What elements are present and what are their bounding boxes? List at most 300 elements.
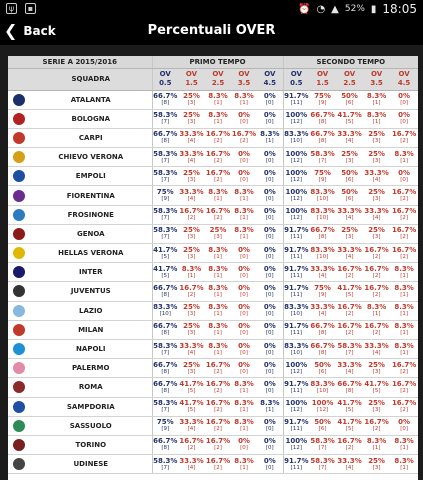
over-cell [363, 148, 390, 167]
over-percent: 100% [285, 360, 308, 369]
over-percent: 25% [183, 245, 200, 254]
team-name: TORINO [30, 435, 152, 454]
match-count: [3] [187, 253, 196, 260]
over-cell [390, 186, 418, 205]
over-cell [309, 186, 336, 205]
match-count: [8] [345, 387, 354, 394]
over-column-header [231, 68, 257, 90]
over-cell [152, 244, 178, 263]
match-count: [8] [161, 387, 170, 394]
match-count: [9] [161, 426, 170, 433]
over-percent: 33.3% [337, 130, 362, 139]
over-percent: 83.3% [310, 379, 335, 388]
match-count: [3] [187, 176, 196, 183]
over-percent: 8.3% [394, 322, 414, 331]
match-count: [1] [400, 311, 408, 318]
match-count: [0] [265, 445, 274, 452]
over-cell [178, 224, 205, 243]
over-percent: 8.3% [394, 264, 414, 273]
match-count: [8] [161, 445, 170, 452]
match-count: [5] [345, 407, 354, 414]
table-row[interactable] [8, 320, 418, 339]
match-count: [2] [214, 138, 222, 145]
over-cell [390, 359, 418, 378]
first-half-header: PRIMO TEMPO [152, 56, 283, 68]
table-row[interactable] [8, 128, 418, 147]
over-percent: 8.3% [208, 322, 228, 331]
over-percent: 83.3% [310, 207, 335, 216]
over-percent: 8.3% [234, 207, 254, 216]
chevron-left-icon: ❮ [4, 21, 18, 40]
over-label: OV [370, 70, 383, 78]
match-count: [6] [345, 100, 354, 107]
over-cell [336, 224, 363, 243]
match-count: [2] [214, 445, 222, 452]
over-percent: 33.3% [310, 303, 335, 312]
over-percent: 58.3% [153, 226, 178, 235]
over-percent: 58.3% [153, 456, 178, 465]
table-row[interactable] [8, 244, 418, 263]
table-row[interactable] [8, 339, 418, 358]
over-label: OV [316, 70, 329, 78]
match-count: [2] [345, 311, 354, 318]
match-count: [3] [345, 157, 354, 164]
over-label: OV [185, 70, 198, 78]
over-percent: 58.3% [153, 168, 178, 177]
match-count: [6] [318, 426, 327, 433]
match-count: [1] [265, 138, 274, 145]
team-name: FIORENTINA [30, 186, 152, 205]
team-name: JUVENTUS [30, 282, 152, 301]
match-count: [2] [187, 215, 196, 222]
over-cell [390, 128, 418, 147]
team-logo-icon [13, 381, 25, 393]
team-logo-cell [8, 224, 30, 243]
team-logo-icon [13, 324, 25, 336]
over-cell [336, 186, 363, 205]
over-percent: 0% [263, 207, 276, 216]
over-percent: 41.7% [337, 418, 362, 427]
over-cell [205, 128, 231, 147]
over-cell [363, 186, 390, 205]
over-cell [205, 397, 231, 416]
over-percent: 0% [398, 418, 411, 427]
team-logo-cell [8, 109, 30, 128]
team-logo-cell [8, 148, 30, 167]
match-count: [1] [400, 291, 408, 298]
over-cell [205, 109, 231, 128]
usb-icon: ψ [6, 3, 17, 14]
match-count: [10] [316, 196, 329, 203]
table-row[interactable] [8, 263, 418, 282]
team-logo-icon [13, 247, 25, 259]
table-row[interactable] [8, 109, 418, 128]
match-count: [4] [187, 157, 196, 164]
match-count: [7] [161, 215, 170, 222]
team-name: ATALANTA [30, 90, 152, 109]
over-percent: 0% [263, 322, 276, 331]
team-logo-cell [8, 435, 30, 454]
over-cell [336, 435, 363, 454]
over-cell [178, 90, 205, 109]
over-percent: 100% [285, 188, 308, 197]
over-cell [205, 359, 231, 378]
over-cell [152, 378, 178, 397]
team-name: EMPOLI [30, 167, 152, 186]
over-percent: 8.3% [366, 437, 387, 446]
match-count: [2] [400, 368, 408, 375]
over-cell [178, 301, 205, 320]
over-cell [231, 167, 257, 186]
over-cell [390, 90, 418, 109]
over-cell [336, 455, 363, 474]
table-row[interactable] [8, 90, 418, 109]
match-count: [2] [400, 196, 408, 203]
over-cell [152, 455, 178, 474]
over-cell [363, 263, 390, 282]
match-count: [4] [187, 349, 196, 356]
over-percent: 41.7% [179, 379, 204, 388]
over-percent: 8.3% [208, 303, 228, 312]
over-cell [309, 224, 336, 243]
match-count: [1] [214, 100, 222, 107]
over-percent: 25% [183, 303, 200, 312]
over-cell [152, 397, 178, 416]
over-cell [283, 320, 309, 339]
over-cell [205, 282, 231, 301]
match-count: [2] [214, 176, 222, 183]
over-percent: 91.7% [284, 92, 309, 101]
table-row[interactable] [8, 416, 418, 435]
match-count: [2] [187, 291, 196, 298]
over-percent: 33.3% [310, 264, 335, 273]
match-count: [0] [240, 176, 248, 183]
match-count: [0] [265, 253, 274, 260]
match-count: [2] [400, 253, 408, 260]
match-count: [0] [240, 368, 248, 375]
team-logo-icon [13, 439, 25, 451]
over-percent: 25% [341, 226, 358, 235]
match-count: [0] [265, 272, 274, 279]
over-percent: 25% [183, 111, 200, 120]
match-count: [0] [240, 311, 248, 318]
over-cell [309, 205, 336, 224]
over-percent: 16.7% [391, 130, 417, 139]
over-cell [257, 435, 283, 454]
over-percent: 66.7% [337, 379, 362, 388]
match-count: [6] [345, 176, 354, 183]
team-logo-cell [8, 244, 30, 263]
match-count: [0] [240, 253, 248, 260]
over-cell [257, 186, 283, 205]
table-row[interactable] [8, 186, 418, 205]
over-percent: 8.3% [208, 188, 228, 197]
over-percent: 58.3% [310, 149, 335, 158]
over-percent: 0% [238, 303, 250, 312]
match-count: [1] [214, 349, 222, 356]
over-percent: 58.3% [153, 149, 178, 158]
match-count: [0] [265, 291, 274, 298]
over-percent: 83.3% [284, 130, 309, 139]
match-count: [1] [214, 253, 222, 260]
over-cell [257, 167, 283, 186]
over-percent: 16.7% [179, 283, 204, 292]
team-name: ROMA [30, 378, 152, 397]
over-cell [363, 205, 390, 224]
over-label: OV [398, 70, 410, 78]
over-cell [309, 339, 336, 358]
over-percent: 0% [238, 245, 250, 254]
over-cell [178, 128, 205, 147]
over-cell [363, 128, 390, 147]
over-percent: 100% [285, 111, 308, 120]
over-cell [257, 397, 283, 416]
team-name: INTER [30, 263, 152, 282]
match-count: [4] [372, 349, 381, 356]
battery-level: 52% [344, 4, 365, 14]
match-count: [3] [372, 196, 381, 203]
match-count: [5] [161, 253, 170, 260]
over-cell [231, 186, 257, 205]
match-count: [0] [265, 196, 274, 203]
over-cell [205, 301, 231, 320]
table-row[interactable] [8, 359, 418, 378]
table-row[interactable] [8, 455, 418, 474]
over-cell [336, 90, 363, 109]
over-cell [178, 359, 205, 378]
over-percent: 0% [238, 149, 250, 158]
over-percent: 91.7% [284, 379, 309, 388]
table-row[interactable] [8, 301, 418, 320]
table-row[interactable] [8, 435, 418, 454]
over-percent: 0% [238, 264, 250, 273]
over-cell [257, 109, 283, 128]
match-count: [7] [318, 157, 327, 164]
over-percent: 41.7% [337, 399, 362, 408]
over-percent: 75% [314, 283, 331, 292]
over-percent: 75% [314, 168, 331, 177]
over-percent: 66.7% [153, 283, 178, 292]
over-cell [231, 128, 257, 147]
over-percent: 75% [156, 418, 174, 427]
over-cell [336, 359, 363, 378]
over-percent: 91.7% [284, 418, 309, 427]
over-percent: 50% [341, 168, 358, 177]
back-label: Back [23, 24, 56, 38]
match-count: [4] [187, 138, 196, 145]
match-count: [8] [318, 138, 327, 145]
team-logo-cell [8, 263, 30, 282]
season-header: SERIE A 2015/2016 [8, 56, 152, 68]
match-count: [3] [372, 464, 381, 471]
over-percent: 16.7% [205, 437, 231, 446]
battery-icon: ▮ [370, 3, 377, 15]
match-count: [2] [214, 464, 222, 471]
match-count: [5] [187, 387, 196, 394]
match-count: [5] [161, 272, 170, 279]
over-column-header [336, 68, 363, 90]
match-count: [2] [372, 330, 381, 337]
over-cell [205, 263, 231, 282]
over-threshold: 4.5 [397, 79, 411, 87]
over-percent: 25% [183, 92, 200, 101]
over-percent: 8.3% [234, 418, 254, 427]
match-count: [6] [318, 368, 327, 375]
over-percent: 0% [263, 456, 276, 465]
over-cell [152, 339, 178, 358]
over-percent: 91.7% [284, 322, 309, 331]
over-cell [363, 301, 390, 320]
over-cell [231, 282, 257, 301]
over-cell [257, 205, 283, 224]
match-count: [0] [400, 119, 408, 126]
over-cell [152, 148, 178, 167]
match-count: [3] [372, 407, 381, 414]
over-threshold: 4.5 [263, 79, 276, 87]
match-count: [2] [400, 387, 408, 394]
over-cell [283, 263, 309, 282]
over-percent: 58.3% [310, 437, 335, 446]
over-percent: 8.3% [234, 92, 254, 101]
match-count: [4] [345, 368, 354, 375]
over-cell [152, 263, 178, 282]
over-percent: 100% [311, 399, 334, 408]
over-cell [390, 263, 418, 282]
over-cell [205, 339, 231, 358]
over-cell [390, 109, 418, 128]
table-row[interactable] [8, 397, 418, 416]
over-cell [205, 435, 231, 454]
over-cell [283, 167, 309, 186]
over-cell [178, 397, 205, 416]
over-cell [309, 416, 336, 435]
over-cell [231, 359, 257, 378]
match-count: [3] [187, 311, 196, 318]
over-percent: 16.7% [391, 379, 417, 388]
over-cell [152, 301, 178, 320]
over-percent: 16.7% [179, 207, 204, 216]
over-percent: 50% [341, 188, 358, 197]
match-count: [3] [372, 234, 381, 241]
over-percent: 0% [238, 341, 250, 350]
match-count: [4] [318, 311, 327, 318]
table-row[interactable] [8, 148, 418, 167]
over-percent: 8.3% [394, 437, 414, 446]
match-count: [10] [159, 311, 171, 318]
table-row[interactable] [8, 224, 418, 243]
over-percent: 25% [183, 322, 200, 331]
match-count: [1] [372, 445, 381, 452]
over-percent: 8.3% [394, 341, 414, 350]
match-count: [1] [240, 196, 248, 203]
match-count: [3] [372, 368, 381, 375]
match-count: [5] [372, 387, 381, 394]
over-percent: 66.7% [310, 111, 335, 120]
over-cell [231, 378, 257, 397]
over-percent: 50% [314, 360, 331, 369]
over-cell [178, 244, 205, 263]
over-percent: 8.3% [234, 226, 254, 235]
over-cell [205, 416, 231, 435]
over-cell [390, 455, 418, 474]
match-count: [10] [290, 349, 302, 356]
team-logo-cell [8, 205, 30, 224]
over-percent: 91.7% [284, 226, 309, 235]
over-cell [390, 148, 418, 167]
over-cell [205, 244, 231, 263]
over-percent: 0% [238, 322, 250, 331]
team-logo-cell [8, 378, 30, 397]
team-logo-cell [8, 320, 30, 339]
over-percent: 58.3% [337, 341, 362, 350]
match-count: [7] [161, 349, 170, 356]
over-percent: 0% [398, 168, 411, 177]
over-percent: 33.3% [337, 207, 362, 216]
over-percent: 8.3% [394, 303, 414, 312]
over-percent: 25% [341, 149, 358, 158]
over-cell [309, 167, 336, 186]
match-count: [5] [345, 119, 354, 126]
over-percent: 66.7% [153, 130, 178, 139]
over-percent: 33.3% [179, 149, 204, 158]
over-percent: 75% [314, 92, 331, 101]
over-percent: 8.3% [234, 456, 254, 465]
team-logo-icon [13, 228, 25, 240]
over-table [8, 56, 418, 474]
table-row[interactable] [8, 378, 418, 397]
over-percent: 8.3% [208, 92, 228, 101]
over-percent: 16.7% [205, 379, 231, 388]
over-cell [152, 416, 178, 435]
over-percent: 16.7% [391, 399, 417, 408]
over-cell [257, 455, 283, 474]
team-name: GENOA [30, 224, 152, 243]
match-count: [0] [240, 349, 248, 356]
match-count: [11] [290, 253, 302, 260]
over-cell [152, 90, 178, 109]
match-count: [9] [161, 196, 170, 203]
over-cell [178, 109, 205, 128]
over-cell [390, 378, 418, 397]
over-threshold: 1.5 [185, 79, 198, 87]
team-logo-icon [13, 305, 25, 317]
team-logo-cell [8, 282, 30, 301]
team-logo-cell [8, 167, 30, 186]
over-column-header [205, 68, 231, 90]
over-percent: 25% [368, 456, 385, 465]
alarm-icon: ⏰ [297, 3, 311, 15]
table-row[interactable] [8, 282, 418, 301]
match-count: [2] [345, 445, 354, 452]
signal-icon: ▲ [331, 3, 339, 15]
over-percent: 58.3% [153, 341, 178, 350]
over-cell [363, 90, 390, 109]
table-row[interactable] [8, 205, 418, 224]
match-count: [8] [161, 100, 170, 107]
match-count: [3] [187, 368, 196, 375]
over-percent: 66.7% [310, 341, 335, 350]
match-count: [3] [372, 138, 381, 145]
over-percent: 16.7% [337, 322, 362, 331]
table-row[interactable] [8, 167, 418, 186]
image-icon: ▪ [25, 3, 36, 14]
over-percent: 0% [263, 283, 276, 292]
over-percent: 100% [285, 207, 308, 216]
match-count: [0] [265, 176, 274, 183]
match-count: [0] [265, 464, 274, 471]
over-cell [390, 339, 418, 358]
match-count: [3] [187, 100, 196, 107]
